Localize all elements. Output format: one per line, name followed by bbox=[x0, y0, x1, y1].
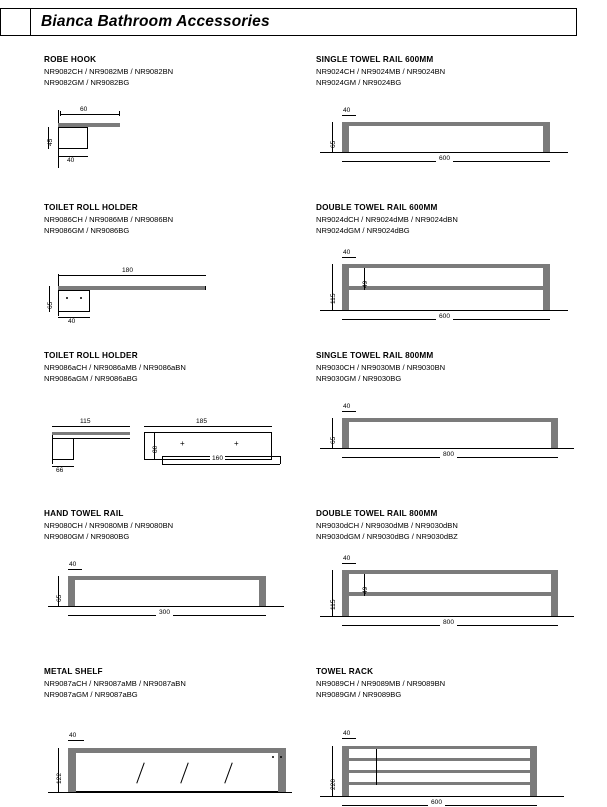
product-block-robe-hook bbox=[44, 55, 306, 190]
shelf-post-right bbox=[278, 748, 286, 792]
dim-label-a: 40 bbox=[343, 107, 351, 114]
product-codes-line2: NR9082GM / NR9082BG bbox=[44, 77, 130, 87]
product-codes-line1: NR9086aCH / NR9086aMB / NR9086aBN bbox=[44, 363, 186, 372]
dim-label-b: 65 bbox=[330, 436, 337, 444]
product-codes bbox=[316, 363, 578, 384]
wall-line bbox=[320, 310, 568, 311]
dim-label-c: 40 bbox=[68, 318, 76, 325]
product-codes-line2: NR9030dGM / NR9030dBG / NR9030dBZ bbox=[316, 531, 458, 541]
product-codes-line1: NR9082CH / NR9082MB / NR9082BN bbox=[44, 67, 174, 76]
product-name: TOILET ROLL HOLDER bbox=[44, 203, 138, 212]
product-drawing-robe-hook bbox=[44, 94, 306, 190]
dim-label-d: 800 bbox=[440, 619, 457, 626]
hook-body bbox=[58, 127, 88, 149]
rail-bar-upper bbox=[342, 264, 550, 268]
dim-line-40 bbox=[342, 115, 356, 116]
product-codes bbox=[44, 67, 306, 88]
product-block-towel-rack bbox=[316, 667, 578, 806]
product-block-double-towel-rail-800 bbox=[316, 509, 578, 644]
shelf-post-left bbox=[68, 748, 76, 792]
dim-label-b: 185 bbox=[196, 418, 208, 425]
dim-label-a: 115 bbox=[80, 418, 91, 425]
product-drawing-single-rail-600 bbox=[316, 94, 578, 190]
product-codes-line1: NR9087aCH / NR9087aMB / NR9087aBN bbox=[44, 679, 186, 688]
product-codes bbox=[44, 521, 306, 542]
product-name: ROBE HOOK bbox=[44, 55, 97, 64]
rail-post-left bbox=[342, 418, 349, 448]
dim-label-c: 49 bbox=[362, 586, 369, 594]
product-name: TOWEL RACK bbox=[316, 667, 374, 676]
product-name: SINGLE TOWEL RAIL 600MM bbox=[316, 55, 434, 64]
dim-line-40 bbox=[342, 257, 356, 258]
product-codes bbox=[44, 363, 306, 384]
rail-bar-lower bbox=[342, 592, 558, 596]
wall-line bbox=[48, 792, 292, 793]
product-name: DOUBLE TOWEL RAIL 600MM bbox=[316, 203, 438, 212]
dim-line-115 bbox=[52, 426, 130, 427]
dim-label-c: 600 bbox=[436, 155, 453, 162]
product-codes-line1: NR9024CH / NR9024MB / NR9024BN bbox=[316, 67, 446, 76]
product-block-single-towel-rail-800 bbox=[316, 351, 578, 486]
product-drawing-double-rail-800 bbox=[316, 548, 578, 644]
product-codes-line1: NR9024dCH / NR9024dMB / NR9024dBN bbox=[316, 215, 458, 224]
product-codes-line2: NR9024GM / NR9024BG bbox=[316, 77, 402, 87]
product-codes-line2: NR9089GM / NR9089BG bbox=[316, 689, 402, 699]
product-codes bbox=[316, 67, 578, 88]
dim-label-c: 40 bbox=[67, 157, 75, 164]
page-title: Bianca Bathroom Accessories bbox=[41, 13, 270, 30]
rail-post-left bbox=[68, 576, 75, 606]
dim-tick bbox=[119, 111, 120, 116]
dim-line-40 bbox=[68, 740, 84, 741]
dim-label-a: 40 bbox=[69, 561, 77, 568]
product-block-hand-towel-rail bbox=[44, 509, 306, 644]
rail-post-right bbox=[543, 122, 550, 152]
rack-bar-3 bbox=[342, 770, 537, 773]
product-name: TOILET ROLL HOLDER bbox=[44, 351, 138, 360]
product-block-single-towel-rail-600 bbox=[316, 55, 578, 190]
wall-line bbox=[320, 796, 564, 797]
dim-tick bbox=[60, 111, 61, 116]
dim-label-b: 65 bbox=[330, 140, 337, 148]
holder-arm bbox=[52, 432, 130, 435]
product-codes bbox=[44, 679, 306, 700]
product-block-double-towel-rail-600 bbox=[316, 203, 578, 338]
screw-dot bbox=[80, 297, 82, 299]
wall-line bbox=[320, 448, 574, 449]
rail-bar bbox=[342, 122, 550, 126]
rack-bar-2 bbox=[342, 758, 537, 761]
dim-label-b: 65 bbox=[47, 301, 54, 309]
dim-label-a: 40 bbox=[343, 555, 351, 562]
header-left-tab bbox=[0, 8, 30, 36]
product-name: SINGLE TOWEL RAIL 800MM bbox=[316, 351, 434, 360]
holder-base bbox=[58, 290, 90, 312]
product-codes-line1: NR9030dCH / NR9030dMB / NR9030dBN bbox=[316, 521, 458, 530]
wall-line bbox=[320, 152, 568, 153]
product-block-toilet-roll-holder bbox=[44, 203, 306, 338]
product-codes-line2: NR9086GM / NR9086BG bbox=[44, 225, 130, 235]
shelf-top bbox=[68, 748, 286, 753]
u-bar-right bbox=[280, 456, 281, 464]
dim-line-122 bbox=[58, 748, 59, 792]
u-bar-bottom bbox=[162, 464, 280, 465]
dim-label-a: 40 bbox=[343, 249, 351, 256]
dim-label-d: 600 bbox=[436, 313, 453, 320]
product-codes bbox=[316, 215, 578, 236]
product-codes-line2: NR9087aGM / NR9087aBG bbox=[44, 689, 138, 699]
product-codes-line2: NR9024dGM / NR9024dBG bbox=[316, 225, 410, 235]
page-header bbox=[30, 8, 577, 36]
rail-bar-upper bbox=[342, 570, 558, 574]
product-codes-line1: NR9089CH / NR9089MB / NR9089BN bbox=[316, 679, 446, 688]
screw-cross-icon: + bbox=[234, 439, 239, 448]
product-codes-line2: NR9086aGM / NR9086aBG bbox=[44, 373, 138, 383]
arm-end bbox=[205, 286, 206, 290]
dim-label-a: 180 bbox=[122, 267, 134, 274]
rack-bar-1 bbox=[342, 746, 537, 749]
u-bar-left bbox=[162, 456, 163, 464]
product-codes-line2: NR9030GM / NR9030BG bbox=[316, 373, 402, 383]
product-codes bbox=[316, 521, 578, 542]
dim-line-40 bbox=[342, 738, 356, 739]
dim-label-c: 800 bbox=[440, 451, 457, 458]
holder-base bbox=[52, 438, 74, 460]
product-name: HAND TOWEL RAIL bbox=[44, 509, 124, 518]
product-codes-line2: NR9080GM / NR9080BG bbox=[44, 531, 130, 541]
dim-label-c: 300 bbox=[156, 609, 173, 616]
dim-line-40 bbox=[68, 569, 82, 570]
product-codes bbox=[44, 215, 306, 236]
screw-cross-icon: + bbox=[180, 439, 185, 448]
screw-dot bbox=[272, 756, 274, 758]
wall-line bbox=[48, 606, 284, 607]
product-drawing-toilet-roll-holder-a bbox=[44, 390, 306, 486]
wall-line bbox=[320, 616, 574, 617]
product-drawing-toilet-roll-holder bbox=[44, 242, 306, 338]
product-codes bbox=[316, 679, 578, 700]
product-block-toilet-roll-holder-a bbox=[44, 351, 306, 486]
dim-label-b: 220 bbox=[330, 778, 337, 790]
dim-label-a: 40 bbox=[69, 732, 77, 739]
dim-label-d: 160 bbox=[212, 455, 224, 462]
screw-dot bbox=[66, 297, 68, 299]
product-drawing-towel-rack bbox=[316, 706, 578, 806]
product-codes-line1: NR9030CH / NR9030MB / NR9030BN bbox=[316, 363, 446, 372]
dim-line-185 bbox=[144, 426, 272, 427]
rail-post-left bbox=[342, 122, 349, 152]
dim-label-b: 45 bbox=[47, 138, 54, 146]
dim-line-40 bbox=[342, 411, 356, 412]
product-drawing-single-rail-800 bbox=[316, 390, 578, 486]
rack-bar-4 bbox=[342, 782, 537, 785]
dim-label-c: 600 bbox=[428, 799, 445, 806]
product-name: METAL SHELF bbox=[44, 667, 103, 676]
dim-label-e: 66 bbox=[56, 467, 64, 474]
rail-bar-lower bbox=[342, 286, 550, 290]
product-codes-line1: NR9086CH / NR9086MB / NR9086BN bbox=[44, 215, 174, 224]
dim-label-c: 80 bbox=[152, 445, 159, 453]
dim-line-180 bbox=[58, 275, 206, 276]
product-codes-line1: NR9080CH / NR9080MB / NR9080BN bbox=[44, 521, 174, 530]
product-name: DOUBLE TOWEL RAIL 800MM bbox=[316, 509, 438, 518]
rail-bar bbox=[342, 418, 558, 422]
dim-label-a: 40 bbox=[343, 403, 351, 410]
dim-label-b: 115 bbox=[330, 599, 337, 610]
product-drawing-metal-shelf bbox=[44, 706, 306, 802]
product-drawing-double-rail-600 bbox=[316, 242, 578, 338]
rail-post-right bbox=[551, 418, 558, 448]
screw-dot bbox=[280, 756, 282, 758]
dim-label-c: 49 bbox=[362, 280, 369, 288]
dim-label-b: 115 bbox=[330, 293, 337, 304]
dim-line-60 bbox=[60, 114, 120, 115]
rack-spacing-line bbox=[376, 749, 377, 785]
shelf-body bbox=[68, 748, 286, 792]
product-drawing-hand-towel-rail bbox=[44, 548, 306, 644]
dim-label-b: 65 bbox=[56, 594, 63, 602]
product-block-metal-shelf bbox=[44, 667, 306, 802]
rail-post-right bbox=[259, 576, 266, 606]
rail-bar bbox=[68, 576, 266, 580]
dim-line-40 bbox=[342, 563, 356, 564]
dim-label-a: 40 bbox=[343, 730, 351, 737]
dim-label-b: 122 bbox=[56, 772, 63, 784]
dim-label-a: 60 bbox=[80, 106, 88, 113]
